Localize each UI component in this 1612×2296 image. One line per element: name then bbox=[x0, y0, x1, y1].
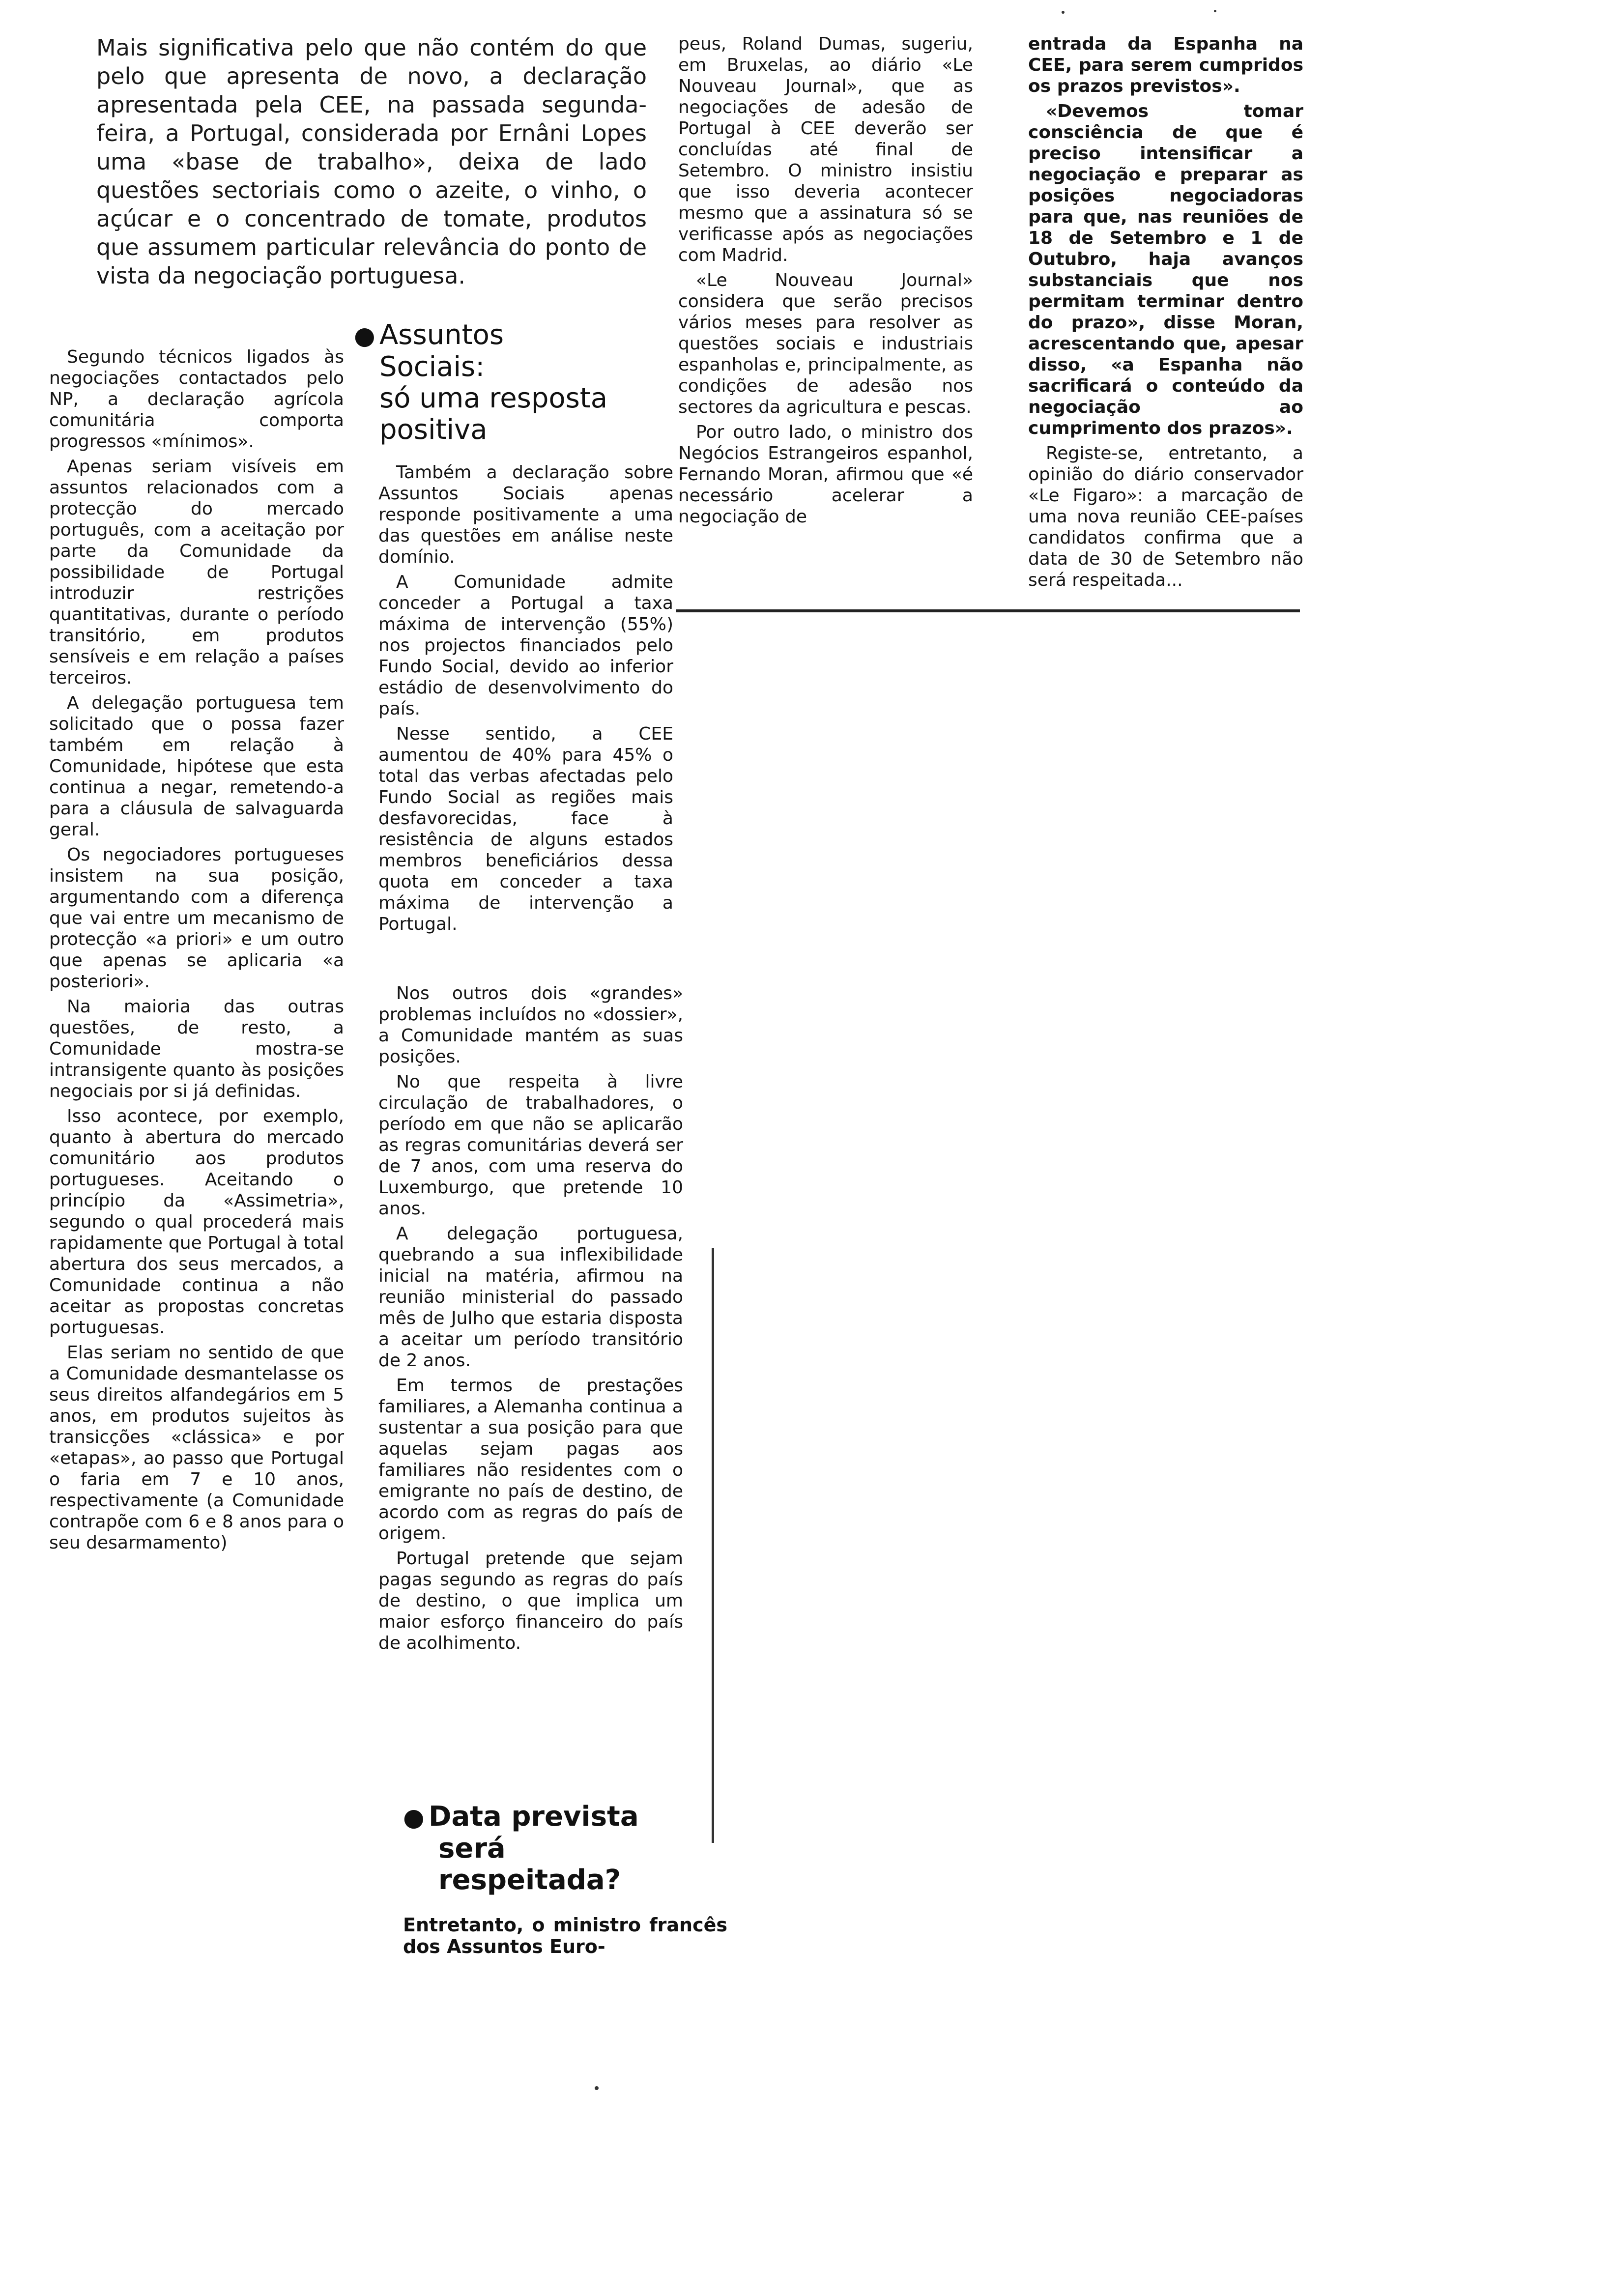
article-column-2-continued bbox=[378, 983, 683, 1658]
article-column-4 bbox=[1028, 33, 1303, 595]
bullet-icon: ● bbox=[354, 321, 375, 350]
subheading-line: só uma resposta bbox=[379, 382, 608, 414]
subheading-line: Data prevista bbox=[429, 1801, 639, 1833]
paragraph: Elas seriam no sentido de que a Comunidade desmantelasse os seus direitos alfandegários em 5 anos, em produtos sujeitos às transicções «clássica» e por «etapas», ao passo que Portugal o faria em 7 e 10 anos, respectivamente (a Comunidade contrapõe com 6 e 8 anos para o seu desarmamento) bbox=[49, 1343, 344, 1553]
paragraph: A delegação portuguesa tem solicitado que o possa fazer também em relação à Comunidade, hipótese que esta continua a negar, remetendo-a para a cláusula de salvaguarda geral. bbox=[49, 693, 344, 840]
paragraph: Na maioria das outras questões, de resto, a Comunidade mostra-se intransigente quanto às posições negociais por si já definidas. bbox=[49, 997, 344, 1101]
article-lede: Mais significativa pelo que não contém do que pelo que apresenta de novo, a declaração apresentada pela CEE, na passada segunda-feira, a Portugal, considerada por Ernâni Lopes uma «base de trabalho», deixa de lado questões sectoriais como o azeite, o vinho, o açúcar e o concentrado de tomate, produtos que assumem particular relevância do ponto de vista da negociação portuguesa. bbox=[96, 34, 647, 289]
article-column-1 bbox=[49, 346, 344, 1557]
article-column-2 bbox=[378, 462, 673, 939]
paragraph: Em termos de prestações familiares, a Alemanha continua a sustentar a sua posição para que aquelas sejam pagas aos familiares não residentes com o emigrante no país de destino, de acordo com as regras do país de origem. bbox=[378, 1376, 683, 1544]
article-tail: Entretanto, o ministro francês dos Assuntos Euro- bbox=[403, 1914, 727, 1957]
paragraph: «Le Nouveau Journal» considera que serão precisos vários meses para resolver as questões sociais e industriais espanholas e, principalmente, as condições de adesão nos sectores da agricultura e pescas. bbox=[678, 270, 973, 417]
scan-speck bbox=[1062, 11, 1065, 14]
paragraph: No que respeita à livre circulação de trabalhadores, o período em que não se aplicarão as regras comunitárias deverá ser de 7 anos, com uma reserva do Luxemburgo, que pretende 10 anos. bbox=[378, 1072, 683, 1219]
subheading-line: respeitada? bbox=[438, 1864, 621, 1896]
paragraph: Os negociadores portugueses insistem na sua posição, argumentando com a diferença que vai entre um mecanismo de protecção «a priori» e um outro que apenas se aplicaria «a posteriori». bbox=[49, 845, 344, 992]
scan-speck bbox=[595, 2086, 599, 2090]
paragraph: Apenas seriam visíveis em assuntos relacionados com a protecção do mercado português, com a aceitação por parte da Comunidade da possibilidade de Portugal introduzir restrições quantitativas, durante o período transitório, em produtos sensíveis e em relação a países terceiros. bbox=[49, 457, 344, 688]
bullet-icon: ● bbox=[403, 1803, 425, 1832]
paragraph: Isso acontece, por exemplo, quanto à abertura do mercado comunitário aos produtos portugueses. Aceitando o princípio da «Assimetria», segundo o qual procederá mais rapidamente que Portugal à total abertura dos seus mercados, a Comunidade continua a não aceitar as propostas concretas portuguesas. bbox=[49, 1106, 344, 1338]
paragraph: peus, Roland Dumas, sugeriu, em Bruxelas, ao diário «Le Nouveau Journal», que as negociações de adesão de Portugal à CEE deverão ser concluídas até final de Setembro. O ministro insistiu que isso deveria acontecer mesmo que a assinatura só se verificasse após as negociações com Madrid. bbox=[678, 34, 973, 265]
scan-speck bbox=[1214, 10, 1216, 12]
paragraph: A delegação portuguesa, quebrando a sua inflexibilidade inicial na matéria, afirmou na reunião ministerial do passado mês de Julho que estaria disposta a aceitar um período transitório de 2 anos. bbox=[378, 1224, 683, 1371]
paragraph: Portugal pretende que sejam pagas segundo as regras do país de destino, o que implica um maior esforço financeiro do país de acolhimento. bbox=[378, 1549, 683, 1653]
paragraph: Nesse sentido, a CEE aumentou de 40% para 45% o total das verbas afectadas pelo Fundo Social as regiões mais desfavorecidas, face à resistência de alguns estados membros beneficiários dessa quota em conceder a taxa máxima de intervenção a Portugal. bbox=[378, 724, 673, 934]
column-rule bbox=[712, 1248, 714, 1843]
subheading-line: Sociais: bbox=[379, 351, 485, 383]
subheading-line: Assuntos bbox=[379, 319, 504, 351]
subheading-line: será bbox=[438, 1833, 506, 1865]
subheading-assuntos-sociais bbox=[354, 319, 668, 446]
paragraph: Por outro lado, o ministro dos Negócios Estrangeiros espanhol, Fernando Moran, afirmou que «é necessário acelerar a negociação de bbox=[678, 422, 973, 527]
article-column-3 bbox=[678, 33, 973, 531]
paragraph: «Devemos tomar consciência de que é preciso intensificar a negociação e preparar as posições negociadoras para que, nas reuniões de 18 de Setembro e 1 de Outubro, haja avanços substanciais que nos permitam terminar dentro do prazo», disse Moran, acrescentando que, apesar disso, «a Espanha não sacrificará o conteúdo da negociação ao cumprimento dos prazos». bbox=[1028, 101, 1303, 438]
paragraph: Nos outros dois «grandes» problemas incluídos no «dossier», a Comunidade mantém as suas posições. bbox=[378, 983, 683, 1067]
subheading-line: positiva bbox=[379, 414, 488, 446]
paragraph: Registe-se, entretanto, a opinião do diário conservador «Le Figaro»: a marcação de uma nova reunião CEE-países candidatos confirma que a data de 30 de Setembro não será respeitada... bbox=[1028, 443, 1303, 590]
paragraph: Segundo técnicos ligados às negociações contactados pelo NP, a declaração agrícola comunitária comporta progressos «mínimos». bbox=[49, 347, 344, 452]
paragraph: A Comunidade admite conceder a Portugal a taxa máxima de intervenção (55%) nos projectos financiados pelo Fundo Social, devido ao inferior estádio de desenvolvimento do país. bbox=[378, 572, 673, 719]
paragraph: entrada da Espanha na CEE, para serem cumpridos os prazos previstos». bbox=[1028, 34, 1303, 96]
paragraph: Também a declaração sobre Assuntos Sociais apenas responde positivamente a uma das questões em análise neste domínio. bbox=[378, 462, 673, 567]
section-rule bbox=[676, 609, 1300, 612]
subheading-data-prevista bbox=[403, 1801, 718, 1896]
